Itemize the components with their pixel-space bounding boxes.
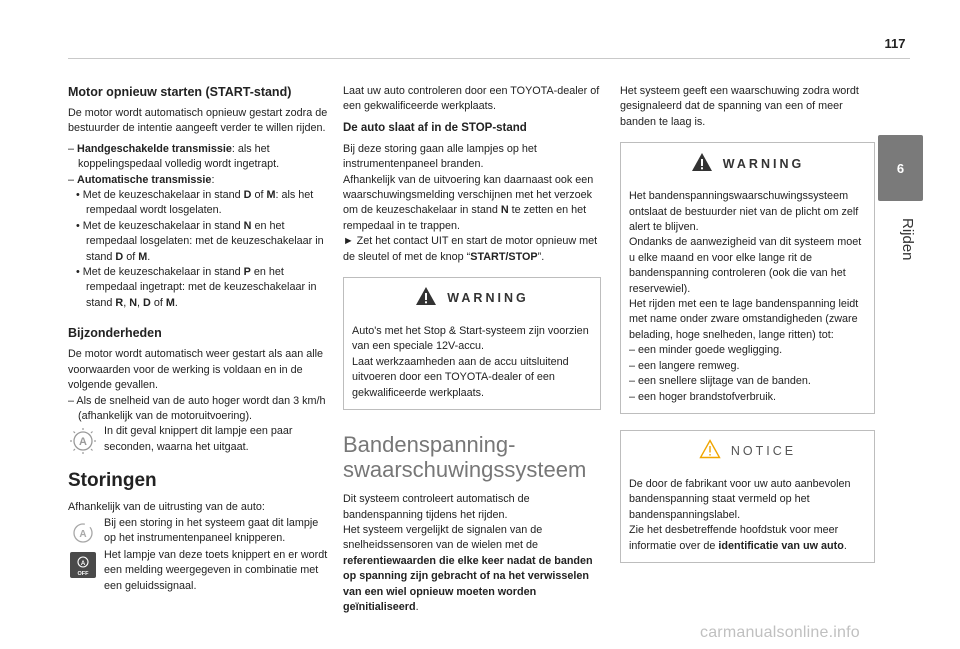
stop-start-off-button-icon [68,550,98,580]
auto-item: – Automatische transmissie: [68,173,215,186]
off-label: OFF [77,570,89,577]
notice-line-1: De door de fabrikant voor uw auto aanbevolen bandenspanning staat vermeld op het bandenspanningslabel. [629,477,851,521]
col3-intro: Het systeem geeft een waarschuwing zodra wordt gesignaleerd dat de spanning van een of meer banden te laag is. [620,85,859,128]
warning-label: WARNING [722,156,805,171]
faults-icon-row-1 [68,516,328,548]
special-dash: – Als de snelheid van de auto hoger wordt dan 3 km/h (afhankelijk van de motoruitvoering). [68,394,326,422]
tpms-text: Dit systeem controleert automatisch de bandenspanning tijdens het rijden. Het systeem vergelijkt de signalen van de snelheidssensoren van de wielen met de referentiewaarden die elke keer nadat de banden op spanning zijn gebracht of na het verwisselen van een wiel opnieuw moeten worden geïnitialiseerd. [343,493,593,613]
svg-text:A: A [80,560,86,567]
warning-line-1: Auto's met het Stop & Start-systeem zijn voorzien van een speciale 12V-accu. [352,325,589,353]
tpms-warning-dash-3: – een snellere slijtage van de banden. [629,375,811,388]
warning-label: WARNING [447,291,529,306]
warning-triangle-icon [691,152,713,177]
heading-stop: De auto slaat af in de STOP-stand [343,121,527,134]
warning-box-battery [343,277,601,410]
faults-icon-row-2 [68,548,328,594]
chapter-number: 6 [896,160,905,176]
tpms-warning-dash-1: – een minder goede wegligging. [629,344,783,357]
chapter-tab[interactable] [878,135,923,201]
svg-text:A: A [79,436,87,449]
warning-line-2: Laat werkzaamheden aan de accu uitsluitend uitvoeren door een TOYOTA-dealer of een gekwalificeerde werkplaats. [352,355,569,399]
top-rule [68,58,910,59]
heading-restart: Motor opnieuw starten (START-stand) [68,85,292,99]
faults-icon2-text: Het lampje van deze toets knippert en er wordt een melding weergegeven in combinatie met een geluidssignaal. [104,548,328,592]
tpms-warning-dash-4: – een hoger brandstofverbruik. [629,390,777,403]
faults-icon1-text: Bij een storing in het systeem gaat dit lampje op het instrumentenpaneel knipperen. [104,516,319,545]
stop-start-warning-icon [68,518,98,548]
bullet-2: • Met de keuzeschakelaar in stand N en het rempedaal losgelaten: met de keuzeschakelaar in stand D of M. [76,219,324,263]
page-number: 117 [884,36,906,51]
stop-start-dashed-icon [68,426,98,456]
faults-intro: Afhankelijk van de uitrusting van de auto: [68,501,265,514]
bullet-1: • Met de keuzeschakelaar in stand D of M: als het rempedaal wordt losgelaten. [76,189,314,217]
warning-header [352,286,592,312]
svg-text:A: A [79,528,87,540]
notice-box [620,430,875,563]
warning-header-tpms [629,151,866,177]
restart-intro: De motor wordt automatisch opnieuw gestart zodra de bestuurder de intentie aangeeft verder te willen rijden. [68,107,328,135]
col2-intro: Laat uw auto controleren door een TOYOTA-dealer of een gekwalificeerde werkplaats. [343,85,600,113]
warning-box-tpms [620,142,875,414]
manual-item: – Handgeschakelde transmissie: als het koppelingspedaal volledig wordt ingetrapt. [68,142,280,171]
notice-line-2: Zie het desbetreffende hoofdstuk voor meer informatie over de identificatie van uw auto. [629,524,847,552]
column-1 [68,84,328,594]
special-intro: De motor wordt automatisch weer gestart als aan alle voorwaarden voor de werking is voldaan en in de volgende gevallen. [68,348,324,392]
special-icon-row [68,424,328,456]
heading-tpms: Bandenspanning-swaarschuwingssysteem [343,432,587,483]
special-icon-text: In dit geval knippert dit lampje een paar seconden, waarna het uitgaat. [104,425,293,453]
stop-text: Bij deze storing gaan alle lampjes op het instrumentenpaneel branden. Afhankelijk van de uitvoering kan daarnaast ook een waarschuwingsmelding verschijnen met het verzoek om de keuzeschakelaar in stand N te zetten en het rempedaal in te trappen. ► Zet het contact UIT en start de motor opnieuw met de sleutel of met de knop “START/STOP”. [343,142,598,263]
tpms-warning-line-2: Ondanks de aanwezigheid van dit systeem moet u elke maand en voor elke lange rit de bandenspanning controleren (ook die van het reservewiel). [629,236,862,295]
heading-special: Bijzonderheden [68,326,162,341]
notice-header [629,439,866,465]
heading-faults: Storingen [68,470,157,492]
tpms-warning-dash-2: – een langere remweg. [629,359,740,372]
warning-triangle-icon [415,286,437,311]
notice-label: NOTICE [730,444,797,459]
column-3 [620,84,875,573]
watermark: carmanualsonline.info [700,624,860,641]
bullet-3: • Met de keuzeschakelaar in stand P en het rempedaal ingetrapt: met de keuzeschakelaar in stand R, N, D of M. [76,266,317,309]
chapter-title: Rijden [899,218,916,261]
tpms-warning-line-3: Het rijden met een te lage bandenspanning leidt met name onder zware omstandigheden (zware belading, hoge snelheden, lange ritten) tot: [629,298,859,341]
column-2 [343,84,601,620]
notice-triangle-icon [699,439,721,464]
tpms-warning-line-1: Het bandenspanningswaarschuwingssysteem ontslaat de bestuurder niet van de plicht om zelf alert te blijven. [629,190,859,234]
